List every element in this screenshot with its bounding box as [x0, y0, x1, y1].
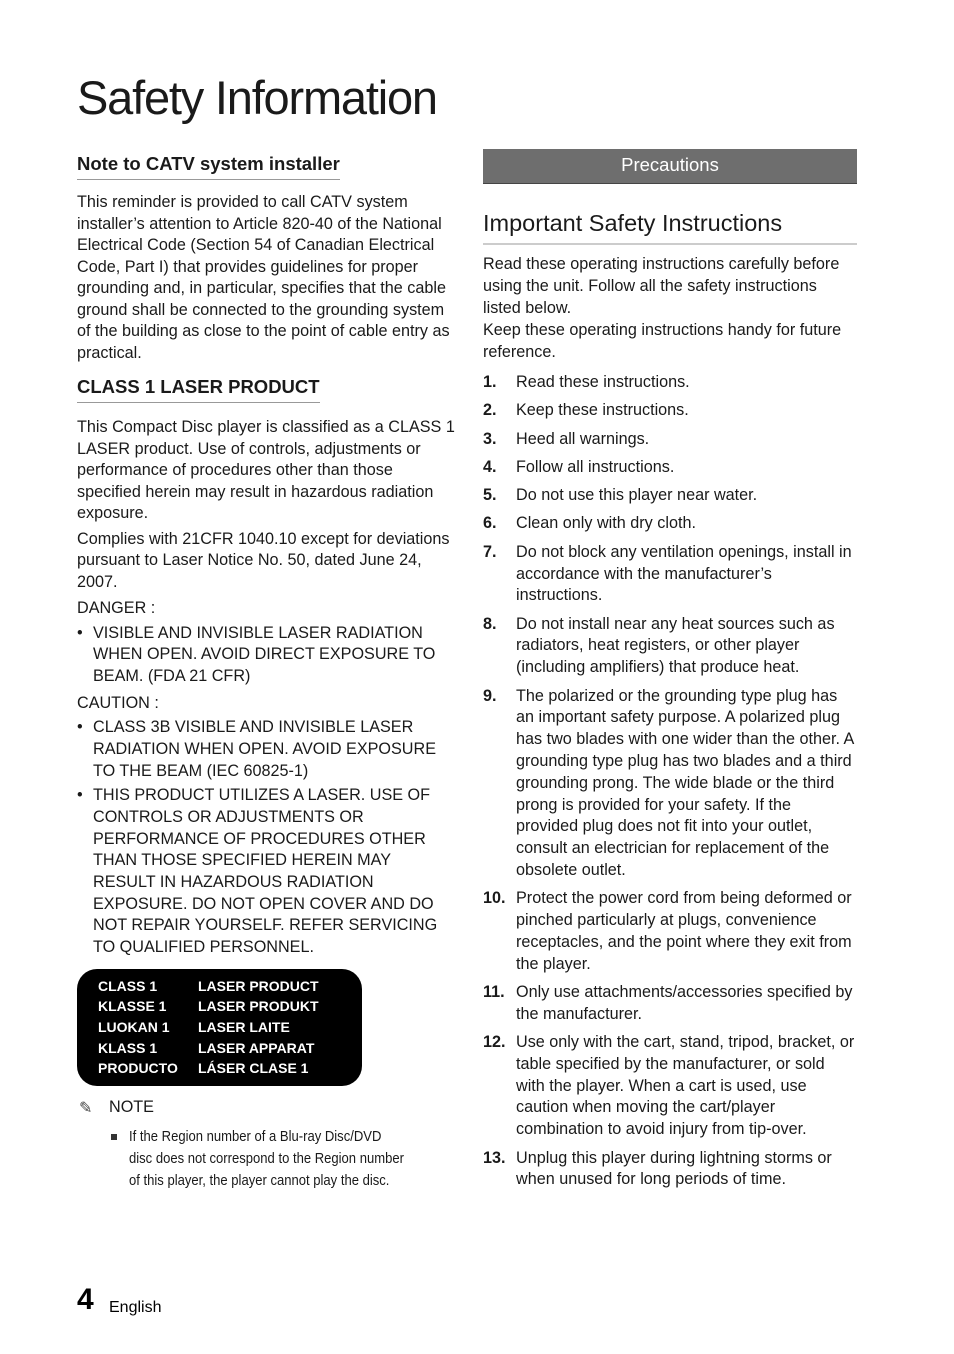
intro-text-2: Keep these operating instructions handy for future reference. [483, 321, 842, 361]
item-text: Clean only with dry cloth. [516, 514, 696, 533]
note-text: If the Region number of a Blu-ray Disc/DVD disc does not correspond to the Region number of this player, the player cannot play the disc. [129, 1128, 404, 1189]
laser-class-label [77, 969, 362, 1086]
item-text: Do not block any ventilation openings, install in accordance with the manufacturer’s instructions. [516, 542, 852, 605]
instructions-heading: Important Safety Instructions [483, 210, 857, 245]
bullet-icon: • [77, 623, 83, 642]
laser-label-row [98, 1038, 362, 1059]
laser-label-product: LASER APPARAT [198, 1039, 315, 1056]
laser-text-1: This Compact Disc player is classified as a CLASS 1 LASER product. Use of controls, adjustments or performance of procedures other than those specified herein may result in hazardous radiation exposure. [77, 418, 455, 522]
item-text: Heed all warnings. [516, 429, 650, 448]
laser-label-class: LUOKAN 1 [98, 1019, 170, 1036]
item-number: 1. [483, 373, 497, 391]
laser-label-product: LÁSER CLASE 1 [198, 1060, 309, 1077]
item-text: Only use attachments/accessories specified by the manufacturer. [516, 982, 853, 1023]
laser-label-product: LASER PRODUKT [198, 998, 319, 1015]
item-number: 5. [483, 486, 497, 505]
list-item [483, 372, 857, 394]
danger-item-text: VISIBLE AND INVISIBLE LASER RADIATION WHEN OPEN. AVOID DIRECT EXPOSURE TO BEAM. (FDA 21 CFR) [93, 623, 436, 685]
danger-list [77, 623, 455, 688]
laser-label-class: KLASS 1 [98, 1039, 158, 1056]
list-item [483, 457, 857, 479]
list-item [483, 513, 857, 535]
caution-list [77, 717, 455, 959]
laser-label-product: LASER LAITE [198, 1019, 290, 1036]
right-column [483, 149, 857, 1198]
caution-item [77, 785, 455, 959]
list-item [483, 888, 857, 975]
pencil-icon: ✎ [79, 1099, 93, 1117]
precautions-bar: Precautions [483, 149, 857, 184]
danger-label: DANGER : [77, 599, 156, 617]
item-number: 3. [483, 429, 497, 448]
item-number: 13. [483, 1148, 506, 1167]
item-number: 2. [483, 401, 497, 420]
left-column [77, 153, 455, 1192]
list-item [483, 542, 857, 607]
instructions-list [483, 372, 857, 1191]
page-title: Safety Information [77, 71, 437, 124]
item-number: 7. [483, 542, 497, 561]
item-number: 9. [483, 686, 497, 705]
bullet-icon: • [77, 718, 83, 737]
item-text: The polarized or the grounding type plug has an important safety purpose. A polarized plug has two blades with one wider than the other. A grounding type plug has two blades and a third grounding prong. The wide blade or the third prong is provided for your safety. If the provided plug does not fit into your outlet, consult an electrician for replacement of the obsolete outlet. [516, 686, 854, 879]
square-bullet-icon [111, 1134, 117, 1140]
list-item [483, 429, 857, 451]
caution-item [77, 717, 455, 782]
page-language: English [109, 1299, 162, 1316]
intro-text-1: Read these operating instructions carefully before using the unit. Follow all the safety instructions listed below. [483, 255, 840, 317]
laser-label-class: CLASS 1 [98, 977, 158, 994]
caution-item-text: THIS PRODUCT UTILIZES A LASER. USE OF CONTROLS OR ADJUSTMENTS OR PERFORMANCE OF PROCEDURES OTHER THAN THOSE SPECIFIED HEREIN MAY RESULT IN HAZARDOUS RADIATION EXPOSURE. DO NOT OPEN COVER AND DO NOT REPAIR YOURSELF. REFER SERVICING TO QUALIFIED PERSONNEL. [93, 786, 438, 957]
note-label: NOTE [109, 1098, 154, 1117]
item-text: Unplug this player during lightning storms or when unused for long periods of time. [516, 1148, 832, 1189]
item-number: 6. [483, 514, 497, 533]
caution-label: CAUTION : [77, 693, 159, 712]
item-text: Use only with the cart, stand, tripod, bracket, or table specified by the manufacturer, or sold with the player. When a cart is used, use caution when moving the cart/player combination to avoid injury from tip-over. [516, 1033, 855, 1139]
laser-label-class: PRODUCTO [98, 1060, 178, 1077]
item-number: 12. [483, 1033, 506, 1052]
list-item [483, 485, 857, 507]
catv-heading: Note to CATV system installer [77, 153, 340, 180]
danger-item [77, 623, 455, 688]
caution-item-text: CLASS 3B VISIBLE AND INVISIBLE LASER RADIATION WHEN OPEN. AVOID EXPOSURE TO THE BEAM (IEC 60825-1) [93, 718, 436, 780]
item-text: Do not use this player near water. [516, 486, 758, 505]
list-item [483, 982, 857, 1026]
list-item [483, 614, 857, 679]
laser-label-row [98, 1058, 362, 1079]
item-text: Do not install near any heat sources such as radiators, heat registers, or other player (including amplifiers) that produce heat. [516, 614, 835, 677]
laser-text-2: Complies with 21CFR 1040.10 except for deviations pursuant to Laser Notice No. 50, dated June 24, 2007. [77, 529, 450, 591]
bullet-icon: • [77, 786, 83, 805]
list-item [483, 1148, 857, 1192]
item-number: 11. [483, 982, 505, 1001]
laser-label-row [98, 1017, 362, 1038]
page-number: 4 [77, 1283, 94, 1316]
item-text: Protect the power cord from being deformed or pinched particularly at plugs, convenience receptacles, and the point where they exit from the player. [516, 889, 852, 973]
list-item [483, 400, 857, 422]
item-number: 10. [483, 889, 506, 908]
list-item [483, 1032, 857, 1141]
item-text: Read these instructions. [516, 373, 690, 391]
laser-label-row [98, 976, 362, 997]
laser-label-row [98, 996, 362, 1017]
list-item [483, 686, 857, 882]
laser-heading: CLASS 1 LASER PRODUCT [77, 376, 320, 403]
catv-text: This reminder is provided to call CATV system installer’s attention to Article 820-40 of the National Electrical Code (Section 54 of Canadian Electrical Code, Part I) that provides guidelines for proper grounding and, in particular, specifies that the cable ground shall be connected to the grounding system of the building as close to the point of cable entry as practical. [77, 193, 450, 362]
note-heading [77, 1098, 455, 1118]
laser-label-product: LASER PRODUCT [198, 977, 319, 994]
laser-label-class: KLASSE 1 [98, 998, 167, 1015]
item-number: 4. [483, 457, 497, 476]
item-number: 8. [483, 614, 497, 633]
note-item [77, 1126, 455, 1192]
item-text: Follow all instructions. [516, 457, 675, 476]
item-text: Keep these instructions. [516, 401, 689, 420]
